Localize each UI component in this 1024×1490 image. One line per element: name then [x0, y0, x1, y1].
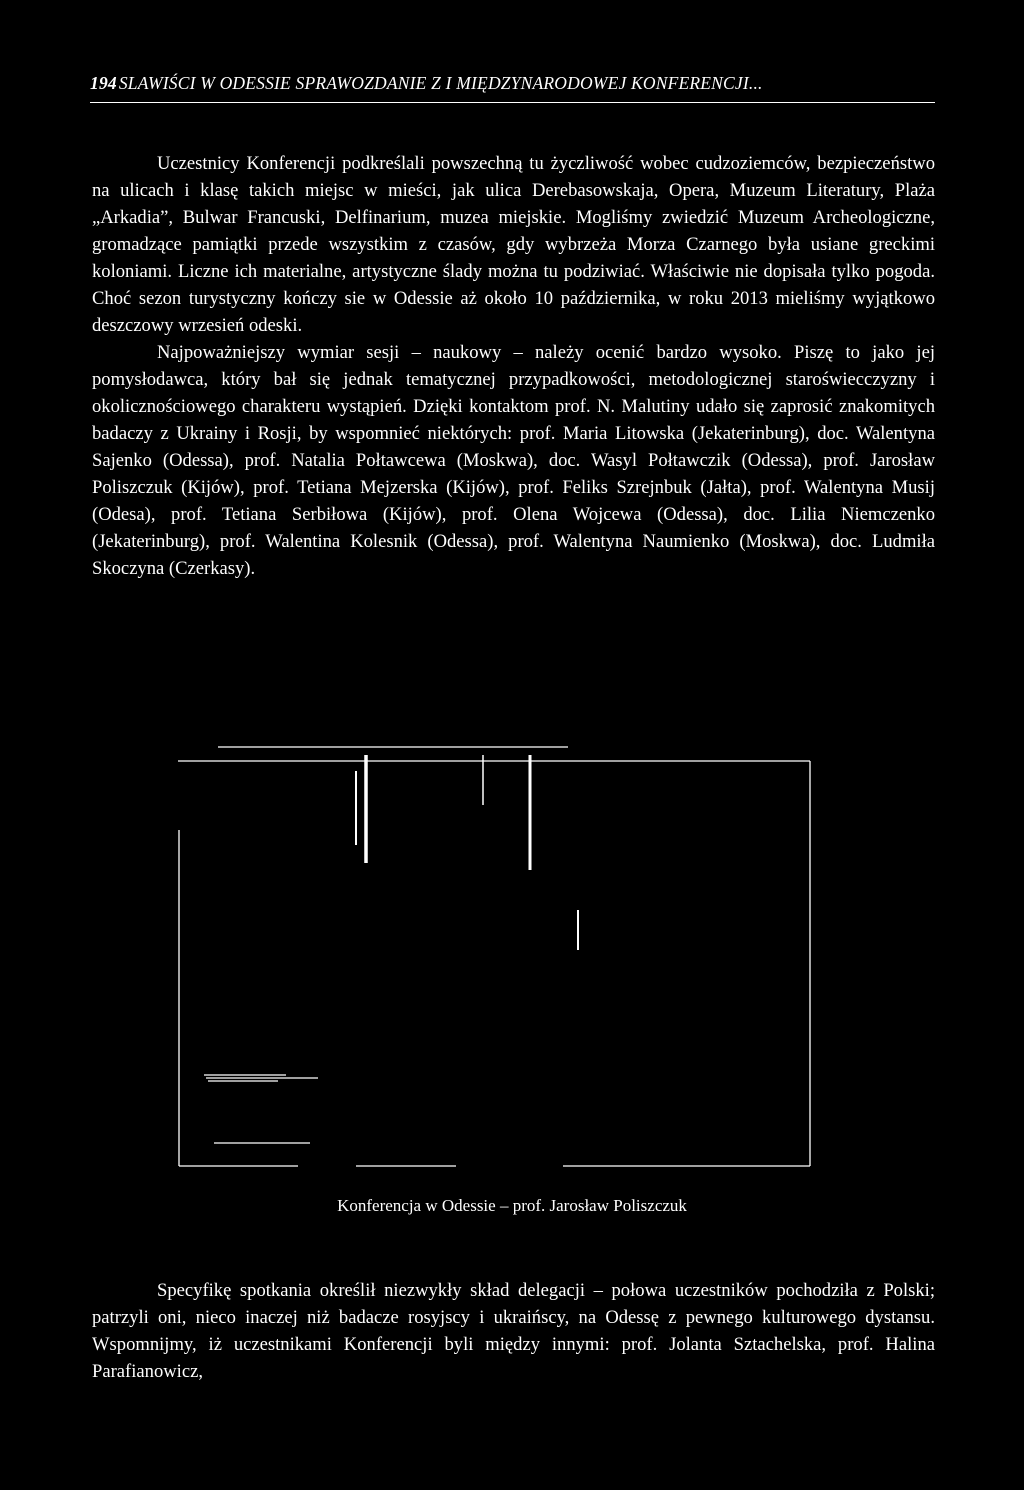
- photo-figure: [178, 745, 812, 1167]
- running-header: [90, 73, 935, 94]
- paragraph: Uczestnicy Konferencji podkreślali powszechną tu życzliwość wobec cudzoziemców, bezpieczeństwo na ulicach i klasę takich miejsc w mieści, jak ulica Derebasowskaja, Opera, Muzeum Literatury, Plaża „Arkadia”, Bulwar Francuski, Delfinarium, muzea miejskie. Mogliśmy zwiedzić Muzeum Archeologiczne, gromadzące pamiątki przede wszystkim z czasów, gdy wybrzeża Morza Czarnego była usiane greckimi koloniami. Liczne ich materialne, artystyczne ślady można tu podziwiać. Właściwie nie dopisała tylko pogoda. Choć sezon turystyczny kończy sie w Odessie aż około 10 października, w roku 2013 mieliśmy wyjątkowo deszczowy wrzesień odeski.: [92, 153, 935, 336]
- body-text-top: [92, 150, 935, 582]
- figure-caption: Konferencja w Odessie – prof. Jarosław Poliszczuk: [337, 1196, 687, 1215]
- paragraph: Najpoważniejszy wymiar sesji – naukowy – należy ocenić bardzo wysoko. Piszę to jako jej pomysłodawca, który bał się jednak tematycznej przypadkowości, metodologicznej staroświecczyzny i okolicznościowego charakteru wystąpień. Dzięki kontaktom prof. N. Malutiny udało się zaprosić znakomitych badaczy z Ukrainy i Rosji, by wspomnieć niektórych: prof. Maria Litowska (Jekaterinburg), doc. Walentyna Sajenko (Odessa), prof. Natalia Połtawcewa (Moskwa), doc. Wasyl Połtawczik (Odessa), prof. Jarosław Poliszczuk (Kijów), prof. Tetiana Mejzerska (Kijów), prof. Feliks Szrejnbuk (Jałta), prof. Walentyna Musij (Odesa), prof. Tetiana Serbiłowa (Kijów), prof. Olena Wojcewa (Odessa), doc. Lilia Niemczenko (Jekaterinburg), prof. Walentina Kolesnik (Odessa), prof. Walentyna Naumienko (Moskwa), doc. Ludmiła Skoczyna (Czerkasy).: [92, 342, 935, 579]
- body-text-bottom: [92, 1277, 935, 1385]
- header-rule: [90, 102, 935, 103]
- paragraph: Specyfikę spotkania określił niezwykły skład delegacji – połowa uczestników pochodziła z Polski; patrzyli oni, nieco inaczej niż badacze rosyjscy i ukraińscy, na Odessę z pewnego kulturowego dystansu. Wspomnijmy, iż uczestnikami Konferencji byli między innymi: prof. Jolanta Sztachelska, prof. Halina Parafianowicz,: [92, 1280, 935, 1382]
- page-number: 194: [90, 73, 117, 93]
- photo-outline: [178, 745, 812, 1167]
- running-title: SLAWIŚCI W ODESSIE SPRAWOZDANIE Z I MIĘDZYNARODOWEJ KONFERENCJI...: [118, 73, 763, 93]
